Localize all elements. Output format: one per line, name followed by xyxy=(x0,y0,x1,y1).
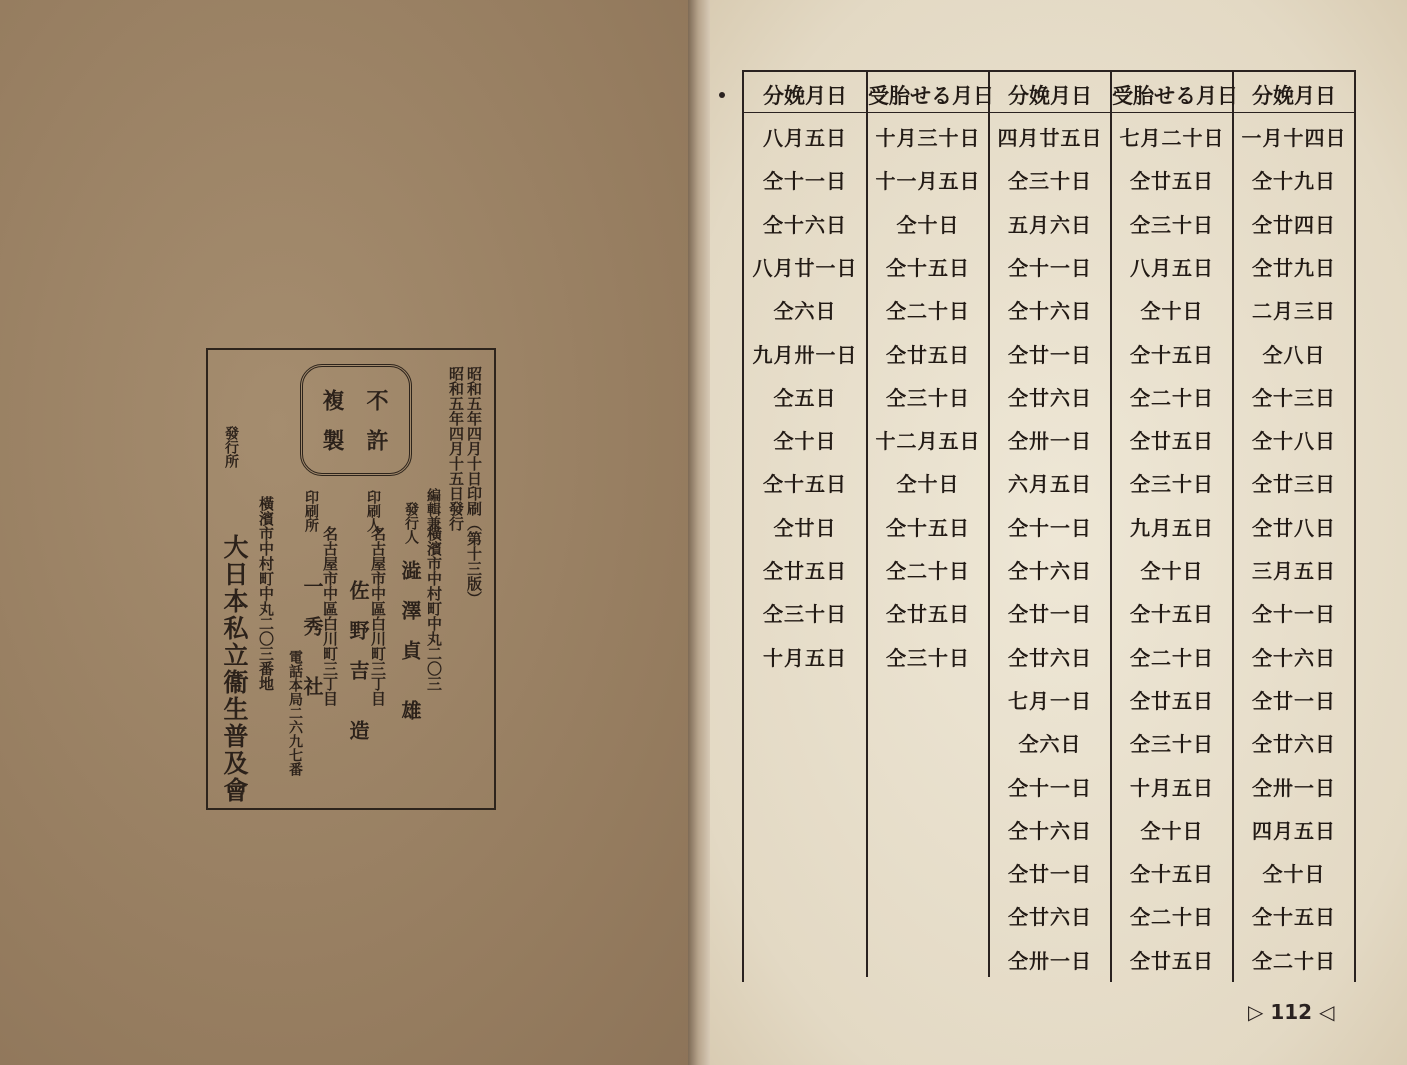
table-cell: 仝卅一日 xyxy=(1008,429,1092,454)
table-cell: 仝五日 xyxy=(773,385,837,410)
table-cell: 仝廿一日 xyxy=(1252,688,1336,713)
issuer-label: 發行所 xyxy=(223,426,239,468)
table-cell: 仝十五日 xyxy=(1130,862,1214,887)
published-date: 昭和五年四月十五日發行 xyxy=(447,366,465,531)
table-column xyxy=(744,72,868,977)
table-cell: 仝卅一日 xyxy=(1008,948,1092,973)
table-cell: 仝十一日 xyxy=(763,169,847,194)
table-cell: 仝二十日 xyxy=(886,299,970,324)
column-header: 受胎せる月日 xyxy=(868,83,994,108)
stamp-line-2: 複製 xyxy=(319,389,345,469)
table-cell: 仝十一日 xyxy=(1252,602,1336,627)
table-cell: 仝廿九日 xyxy=(1252,255,1336,280)
table-cell: 十月三十日 xyxy=(875,126,981,150)
table-cell: 仝三十日 xyxy=(886,385,970,410)
table-cell: 仝廿六日 xyxy=(1008,905,1092,930)
table-cell: 仝十日 xyxy=(1140,818,1204,843)
table-cell: 仝十六日 xyxy=(1008,559,1092,583)
table-cell: 四月廿五日 xyxy=(997,126,1103,150)
table-cell: 仝六日 xyxy=(1018,732,1082,757)
table-cell: 十二月五日 xyxy=(875,429,981,454)
press-label: 印刷所 xyxy=(303,490,319,532)
table-cell: 十一月五日 xyxy=(875,169,981,194)
table-cell: 仝十日 xyxy=(1262,862,1326,887)
stamp-line-1: 不許 xyxy=(363,389,389,469)
table-cell: 仝三十日 xyxy=(886,645,970,670)
table-column xyxy=(1112,72,1238,982)
column-header: 分娩月日 xyxy=(1008,83,1092,108)
table-cell: 仝廿五日 xyxy=(886,602,970,627)
table-cell: 仝十五日 xyxy=(1130,602,1214,627)
table-cell: 仝十五日 xyxy=(886,255,970,280)
table-cell: 仝十六日 xyxy=(1252,645,1336,670)
press-phone: 電話本局二六九七番 xyxy=(287,650,303,776)
table-cell: 仝十日 xyxy=(896,472,960,497)
table-cell: 仝十八日 xyxy=(1252,429,1336,454)
issuer-name: 大日本私立衞生普及會 xyxy=(220,534,249,804)
no-reproduction-stamp xyxy=(300,364,412,476)
table-cell: 六月五日 xyxy=(1008,472,1092,497)
table-column xyxy=(868,72,994,977)
table-cell: 仝二十日 xyxy=(1130,385,1214,410)
table-cell: 仝廿五日 xyxy=(1130,429,1214,454)
table-cell: 仝十六日 xyxy=(763,212,847,237)
table-cell: 仝廿六日 xyxy=(1008,385,1092,410)
table-cell: 仝十六日 xyxy=(1008,818,1092,843)
table-cell: 仝二十日 xyxy=(1130,645,1214,670)
table-cell: 仝廿一日 xyxy=(1008,602,1092,627)
table-cell: 仝廿一日 xyxy=(1008,862,1092,887)
table-cell: 仝廿一日 xyxy=(1008,342,1092,367)
table-cell: 仝三十日 xyxy=(763,602,847,627)
table-cell: 仝廿五日 xyxy=(1130,688,1214,713)
table-cell: 仝十日 xyxy=(896,212,960,237)
table-cell: 仝十五日 xyxy=(763,472,847,497)
table-cell: 七月二十日 xyxy=(1119,126,1225,150)
table-cell: 仝三十日 xyxy=(1130,472,1214,497)
table-cell: 仝十五日 xyxy=(886,515,970,540)
table-cell: 仝廿六日 xyxy=(1252,732,1336,757)
printer-name: 佐 野 吉 造 xyxy=(346,580,370,740)
table-cell: 四月五日 xyxy=(1252,818,1336,843)
table-cell: 仝十五日 xyxy=(1252,905,1336,930)
table-cell: 仝廿五日 xyxy=(763,559,847,583)
editor-label: 編輯兼 xyxy=(425,488,441,530)
table-cell: 九月卅一日 xyxy=(752,342,858,367)
printer-address: 名古屋市中區白川町三丁目 xyxy=(369,526,387,706)
press-address: 名古屋市中區白川町三丁目 xyxy=(321,526,339,706)
table-cell: 仝二十日 xyxy=(886,559,970,583)
table-cell: 十月五日 xyxy=(763,645,847,670)
table-cell: 十月五日 xyxy=(1130,775,1214,800)
table-cell: 七月一日 xyxy=(1008,688,1092,713)
table-cell: 仝十五日 xyxy=(1130,342,1214,367)
table-cell: 仝十一日 xyxy=(1008,775,1092,800)
publisher-label: 發行人 xyxy=(403,502,419,544)
table-cell: 仝八日 xyxy=(1262,342,1326,367)
colophon-box xyxy=(206,348,496,810)
table-cell: 仝十日 xyxy=(773,429,837,454)
printer-label: 印刷人 xyxy=(365,490,381,532)
table-column xyxy=(990,72,1112,982)
table-cell: 仝廿五日 xyxy=(886,342,970,367)
printed-date: 昭和五年四月十日印刷（第十三版） xyxy=(465,366,483,606)
table-cell: 仝十日 xyxy=(1140,299,1204,324)
table-cell: 仝二十日 xyxy=(1130,905,1214,930)
table-cell: 仝十日 xyxy=(1140,559,1204,583)
table-cell: 仝十一日 xyxy=(1008,255,1092,280)
table-cell: 仝十六日 xyxy=(1008,299,1092,324)
editor-address: 橫濱市中村町中丸二〇三 xyxy=(425,526,443,691)
margin-dot xyxy=(719,92,725,98)
table-cell: 仝卅一日 xyxy=(1252,775,1336,800)
table-cell: 仝廿五日 xyxy=(1130,948,1214,973)
table-cell: 五月六日 xyxy=(1008,212,1092,237)
table-cell: 仝六日 xyxy=(773,299,837,324)
table-cell: 八月廿一日 xyxy=(752,255,858,280)
issuer-address: 橫濱市中村町中丸二〇三番地 xyxy=(257,496,275,691)
table-cell: 二月三日 xyxy=(1252,299,1336,324)
table-cell: 仝十三日 xyxy=(1252,385,1336,410)
press-name: 一 秀 社 xyxy=(300,576,324,696)
table-cell: 三月五日 xyxy=(1252,559,1336,583)
table-cell: 仝廿六日 xyxy=(1008,645,1092,670)
table-cell: 八月五日 xyxy=(763,126,847,150)
table-cell: 仝二十日 xyxy=(1252,948,1336,973)
table-cell: 八月五日 xyxy=(1130,255,1214,280)
table-cell: 仝十九日 xyxy=(1252,169,1336,194)
column-header: 受胎せる月日 xyxy=(1112,83,1238,108)
editor-name: 澁 澤 貞 雄 xyxy=(398,560,422,720)
column-header: 分娩月日 xyxy=(1252,83,1336,108)
table-cell: 一月十四日 xyxy=(1241,126,1347,150)
table-cell: 仝廿八日 xyxy=(1252,515,1336,540)
table-cell: 仝廿五日 xyxy=(1130,169,1214,194)
table-cell: 仝廿三日 xyxy=(1252,472,1336,497)
column-header: 分娩月日 xyxy=(763,83,847,108)
table-cell: 仝廿四日 xyxy=(1252,212,1336,237)
table-column xyxy=(1234,72,1356,982)
table-cell: 仝三十日 xyxy=(1130,732,1214,757)
table-cell: 仝三十日 xyxy=(1008,169,1092,194)
table-cell: 仝十一日 xyxy=(1008,515,1092,540)
table-cell: 仝廿日 xyxy=(773,515,837,540)
page-number: ▷ 112 ◁ xyxy=(1248,1000,1335,1024)
table-cell: 仝三十日 xyxy=(1130,212,1214,237)
conception-birth-table xyxy=(742,70,1356,982)
table-cell: 九月五日 xyxy=(1130,515,1214,540)
